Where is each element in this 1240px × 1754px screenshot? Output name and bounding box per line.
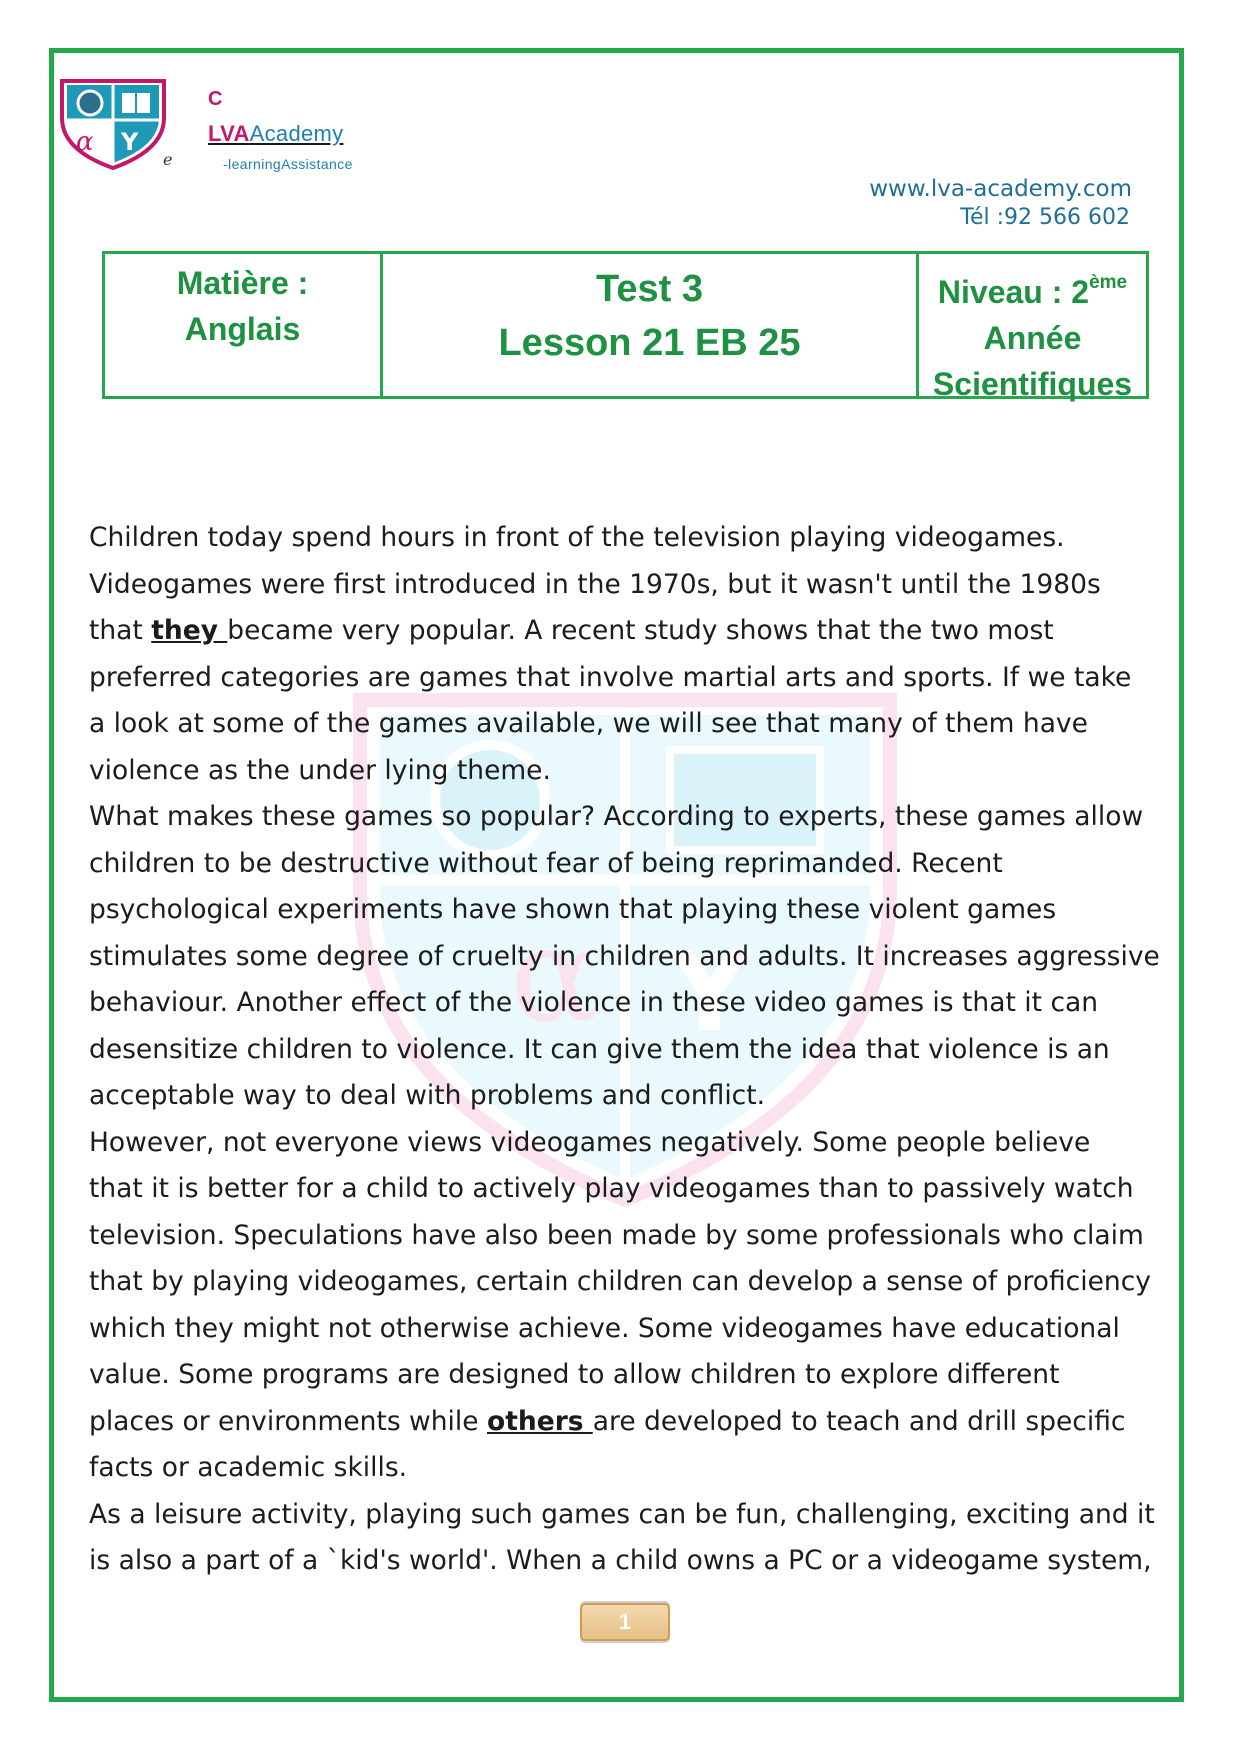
- test-cell: [383, 254, 919, 396]
- passage-text: children to be destructive without fear of being reprimanded. Recent: [89, 847, 1003, 879]
- passage-line: [89, 1166, 1174, 1213]
- svg-text:Y: Y: [670, 928, 750, 1056]
- subject-cell: [105, 254, 383, 396]
- passage-text: stimulates some degree of cruelty in children and adults. It increases aggressive: [89, 940, 1160, 972]
- passage-line: [89, 1213, 1174, 1260]
- reading-passage: [89, 515, 1174, 1585]
- lesson-title: Lesson 21 EB 25: [498, 322, 801, 364]
- brand-name: [208, 121, 343, 147]
- passage-text: a look at some of the games available, we will see that many of them have: [89, 708, 1088, 739]
- info-table: [102, 251, 1149, 402]
- passage-line: [89, 934, 1174, 981]
- passage-text: Videogames were first introduced in the 1970s, but it wasn't until the 1980s: [89, 568, 1101, 600]
- passage-line: [89, 701, 1174, 748]
- brand-academy: Academy: [249, 121, 344, 146]
- contact-block: [869, 174, 1132, 232]
- passage-text: desensitize children to violence. It can give them the idea that violence is an: [89, 1033, 1110, 1065]
- level-label: [919, 260, 1146, 315]
- passage-text: behaviour. Another effect of the violence in these video games is that it can: [89, 987, 1099, 1018]
- passage-line: [89, 562, 1174, 609]
- level-year: Année: [983, 320, 1082, 356]
- brand-c-letter: C: [208, 88, 223, 110]
- passage-line: [89, 515, 1174, 562]
- passage-line: [89, 1306, 1174, 1353]
- passage-text: psychological experiments have shown that playing these violent games: [89, 894, 1057, 925]
- passage-text: which they might not otherwise achieve. Some videogames have educational: [89, 1312, 1120, 1344]
- svg-text:Y: Y: [121, 128, 139, 156]
- passage-line: [89, 1259, 1174, 1306]
- passage-line: [89, 1120, 1174, 1167]
- passage-text: that by playing videogames, certain children can develop a sense of proficiency: [89, 1266, 1151, 1297]
- brand-tagline: -learningAssistance: [223, 156, 353, 172]
- passage-text: However, not everyone views videogames negatively. Some people believe: [89, 1126, 1091, 1158]
- passage-text: What makes these games so popular? According to experts, these games allow: [89, 801, 1144, 832]
- passage-text: Children today spend hours in front of the television playing videogames.: [89, 522, 1065, 553]
- passage-line: [89, 1538, 1174, 1585]
- svg-text:α: α: [76, 127, 94, 157]
- passage-text: became very popular. A recent study shows that the two most: [227, 615, 1054, 646]
- passage-line: [89, 655, 1174, 702]
- passage-line: [89, 1073, 1174, 1120]
- passage-text: As a leisure activity, playing such games can be fun, challenging, exciting and it: [89, 1498, 1155, 1530]
- phone-number: Tél :92 566 602: [960, 205, 1130, 230]
- passage-text: value. Some programs are designed to allow children to explore different: [89, 1359, 1060, 1390]
- svg-text:α: α: [510, 899, 598, 1051]
- passage-text: preferred categories are games that involve martial arts and sports. If we take: [89, 661, 1132, 693]
- brand-e-letter: e: [163, 150, 173, 169]
- passage-text: violence as the under lying theme.: [89, 754, 551, 786]
- passage-line: [89, 841, 1174, 888]
- passage-line: [89, 794, 1174, 841]
- passage-text: are developed to teach and drill specific: [592, 1405, 1126, 1437]
- brand-lva: LVA: [208, 121, 250, 146]
- website-link[interactable]: www.lva-academy.com: [869, 176, 1132, 202]
- passage-text: that it is better for a child to actively play videogames than to passively watch: [89, 1173, 1134, 1204]
- passage-line: [89, 748, 1174, 795]
- lva-academy-logo-icon: [58, 78, 168, 170]
- passage-text: facts or academic skills.: [89, 1452, 408, 1483]
- underlined-reference-word: others: [486, 1405, 593, 1437]
- subject-value: Anglais: [184, 311, 301, 347]
- passage-line: [89, 608, 1174, 655]
- passage-text: acceptable way to deal with problems and conflict.: [89, 1080, 766, 1111]
- level-label-text: Niveau : 2: [937, 274, 1090, 310]
- passage-line: [89, 1352, 1174, 1399]
- page-number: 1: [580, 1603, 670, 1641]
- passage-line: [89, 980, 1174, 1027]
- level-stream: Scientifiques: [932, 366, 1133, 402]
- passage-line: [89, 887, 1174, 934]
- passage-text: is also a part of a `kid's world'. When a child owns a PC or a videogame system,: [89, 1545, 1152, 1576]
- subject-label: Matière :: [176, 265, 309, 301]
- passage-text: television. Speculations have also been made by some professionals who claim: [89, 1219, 1144, 1251]
- passage-line: [89, 1445, 1174, 1492]
- passage-text: places or environments while: [89, 1405, 487, 1437]
- level-superscript: ème: [1089, 272, 1128, 293]
- passage-line: [89, 1399, 1174, 1446]
- passage-line: [89, 1492, 1174, 1539]
- passage-text: that: [89, 615, 152, 646]
- level-cell: [919, 254, 1146, 402]
- passage-line: [89, 1027, 1174, 1074]
- test-title: Test 3: [595, 268, 703, 310]
- underlined-reference-word: they: [151, 615, 228, 646]
